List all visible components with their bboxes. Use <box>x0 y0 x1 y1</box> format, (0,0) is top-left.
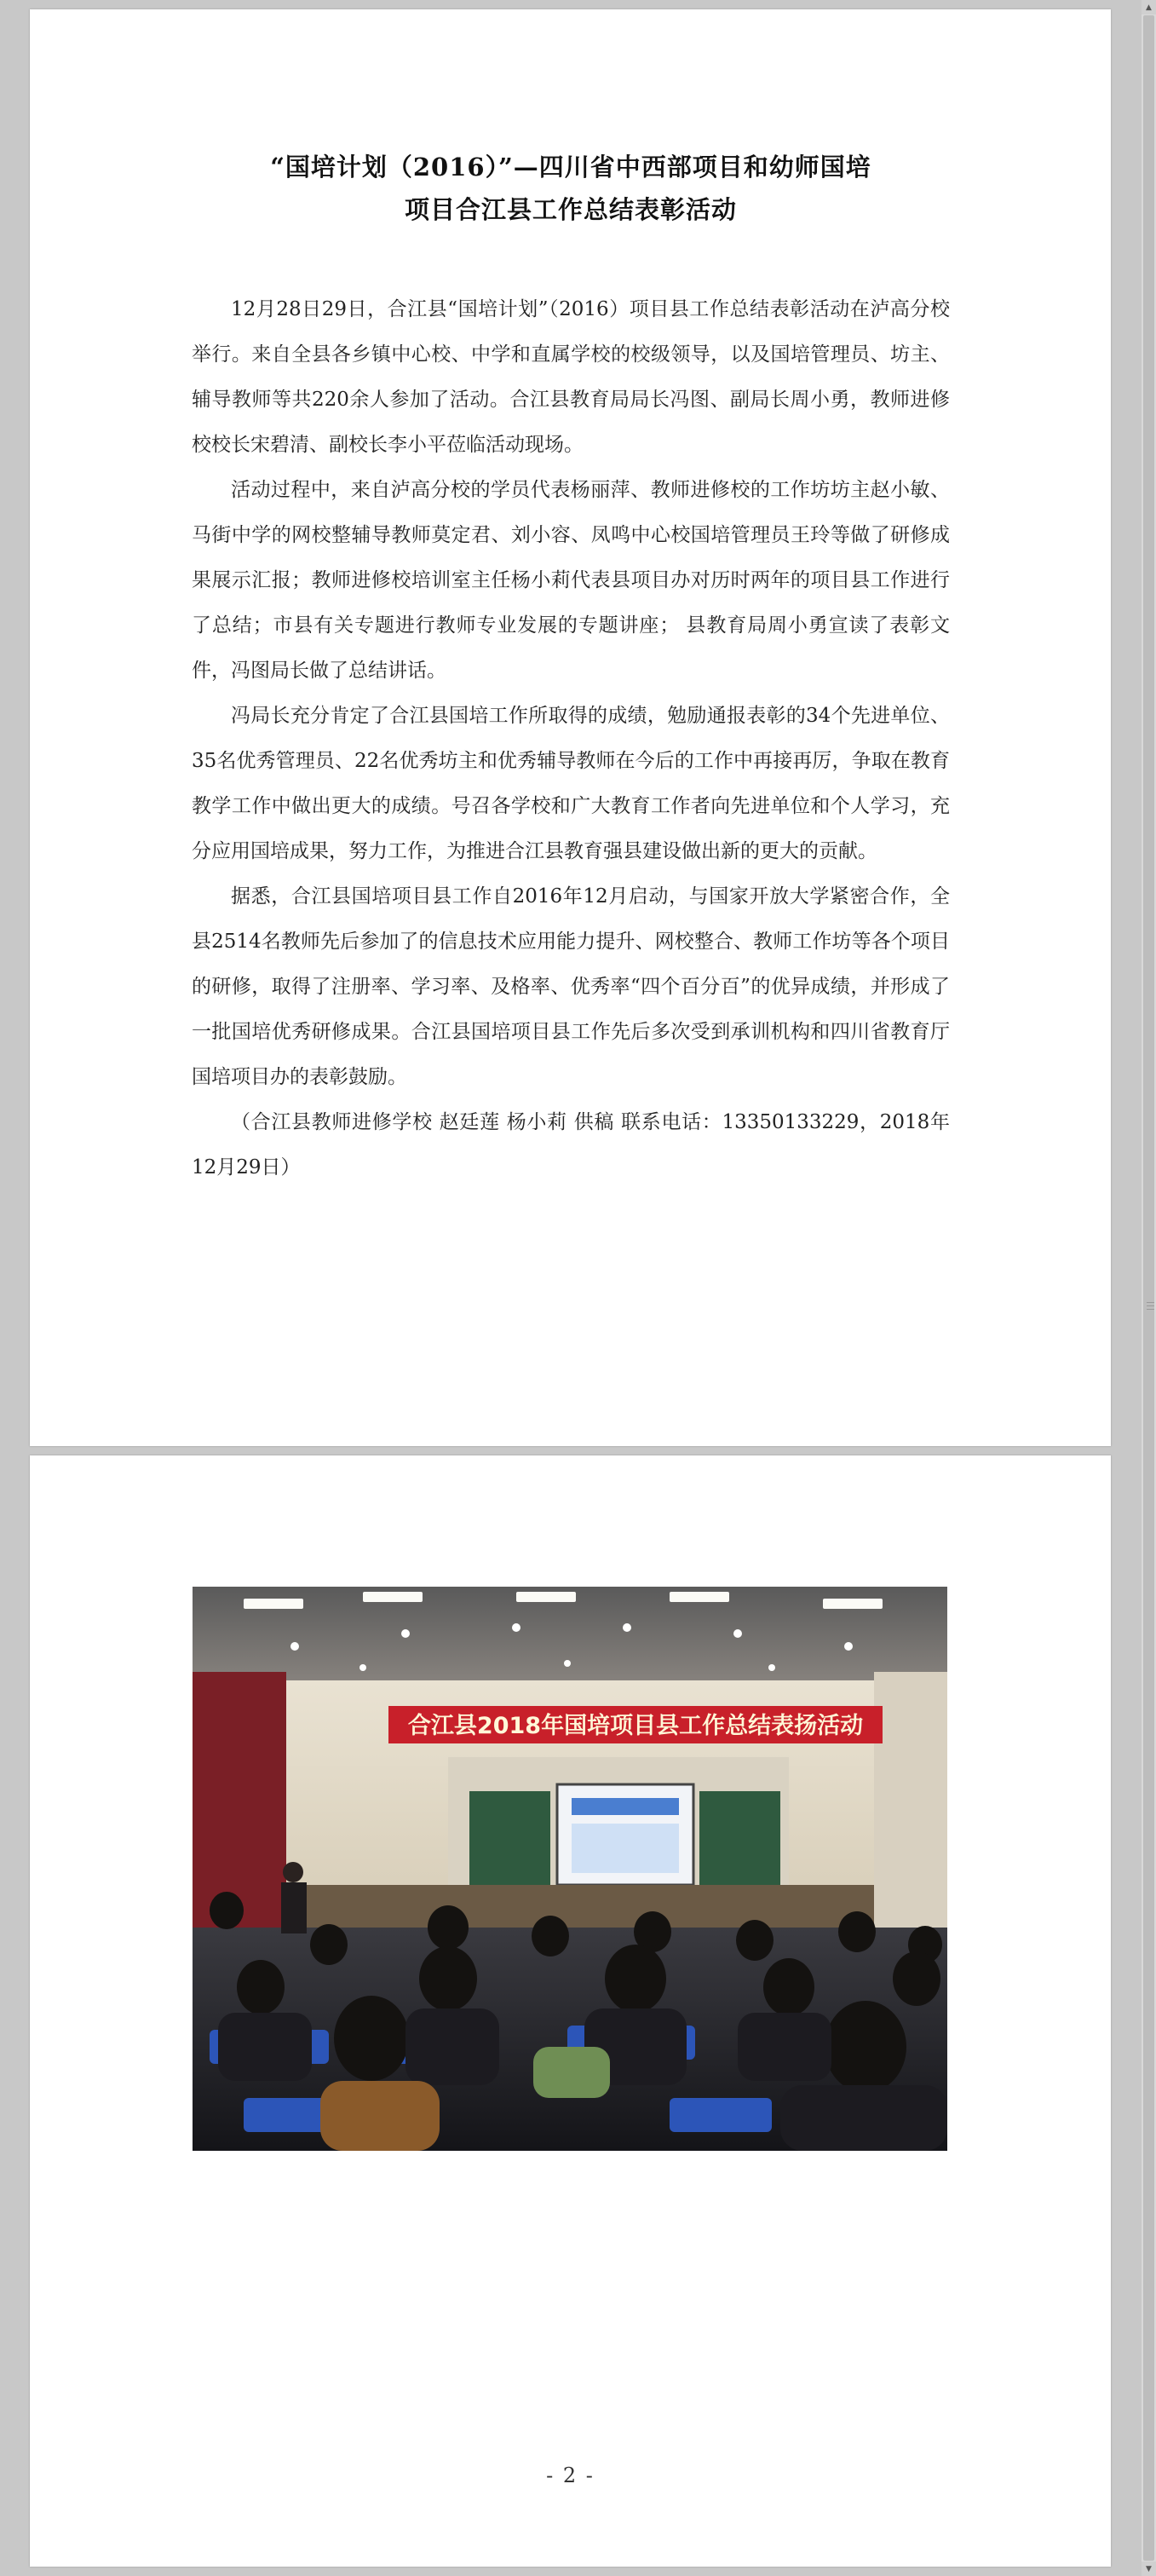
arrow-down-icon: ▼ <box>1146 2564 1152 2573</box>
arrow-up-icon: ▲ <box>1146 3 1152 12</box>
event-photo-illustration <box>193 1587 947 2151</box>
document-title <box>192 146 950 231</box>
document-body <box>192 287 950 1190</box>
paragraph-3: 冯局长充分肯定了合江县国培工作所取得的成绩，勉励通报表彰的34个先进单位、35名优秀管理员、22名优秀坊主和优秀辅导教师在今后的工作中再接再厉，争取在教育教学工作中做出更大的成绩。号召各学校和广大教育工作者向先进单位和个人学习，充分应用国培成果，努力工作，为推进合江县教育强县建设做出新的更大的贡献。 <box>192 705 950 862</box>
grip-line <box>1147 1309 1154 1310</box>
banner-text: 合江县2018年国培项目县工作总结表扬活动 <box>407 1713 864 1739</box>
grip-line <box>1147 1302 1154 1303</box>
grip-line <box>1147 1305 1154 1306</box>
title-line-2: 项目合江县工作总结表彰活动 <box>404 195 737 224</box>
vertical-scrollbar[interactable] <box>1142 0 1156 2576</box>
scroll-thumb[interactable] <box>1143 15 1154 2561</box>
page-1 <box>30 9 1111 1446</box>
event-photo <box>193 1587 947 2151</box>
page-number: - 2 - <box>546 2464 595 2487</box>
scroll-down-button[interactable] <box>1142 2562 1156 2576</box>
title-line-1: “国培计划（2016）”—四川省中西部项目和幼师国培 <box>270 153 871 182</box>
credit-line: （合江县教师进修学校 赵廷莲 杨小莉 供稿 联系电话：13350133229，2018年12月29日） <box>192 1111 950 1179</box>
paragraph-1: 12月28日29日，合江县“国培计划”（2016）项目县工作总结表彰活动在泸高分校举行。来自全县各乡镇中心校、中学和直属学校的校级领导，以及国培管理员、坊主、辅导教师等共220余人参加了活动。合江县教育局局长冯图、副局长周小勇，教师进修校校长宋碧清、副校长李小平莅临活动现场。 <box>192 298 950 456</box>
page-2 <box>30 1455 1111 2567</box>
paragraph-2: 活动过程中，来自泸高分校的学员代表杨丽萍、教师进修校的工作坊坊主赵小敏、马街中学的网校整辅导教师莫定君、刘小容、凤鸣中心校国培管理员王玲等做了研修成果展示汇报；教师进修校培训室主任杨小莉代表县项目办对历时两年的项目县工作进行了总结；市县有关专题进行教师专业发展的专题讲座； 县教育局周小勇宣读了表彰文件，冯图局长做了总结讲话。 <box>192 479 950 682</box>
scroll-up-button[interactable] <box>1142 0 1156 14</box>
paragraph-4: 据悉，合江县国培项目县工作自2016年12月启动，与国家开放大学紧密合作，全县2514名教师先后参加了的信息技术应用能力提升、网校整合、教师工作坊等各个项目的研修，取得了注册率、学习率、及格率、优秀率“四个百分百”的优异成绩，并形成了一批国培优秀研修成果。合江县国培项目县工作先后多次受到承训机构和四川省教育厅国培项目办的表彰鼓励。 <box>192 885 950 1088</box>
